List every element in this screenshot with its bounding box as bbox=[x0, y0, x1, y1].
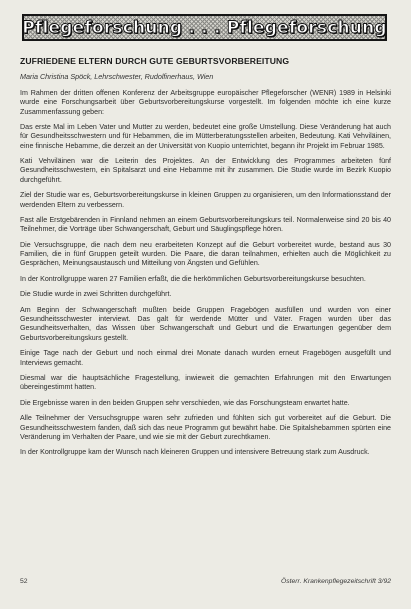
paragraph: In der Kontrollgruppe waren 27 Familien erfaßt, die die herkömmlichen Geburtsvorbereitungskurse besuchten. bbox=[20, 274, 366, 283]
paragraph: Alle Teilnehmer der Versuchsgruppe waren sehr zufrieden und fühlten sich gut vorbereitet auf die Geburt. Die Gesundheitsschwestern fanden, daß sich das neue Programm gut bewährt habe. Die Spitalshebammen spürten eine Veränderung im Verhalten der Paare, und wie sie mit der Geburt zurechtkamen. bbox=[20, 414, 391, 441]
paragraph: Die Studie wurde in zwei Schritten durchgeführt. bbox=[20, 290, 172, 299]
article-headline: ZUFRIEDENE ELTERN DURCH GUTE GEBURTSVORBEREITUNG bbox=[20, 56, 290, 66]
banner-title: Pflegeforschung . . . Pflegeforschung bbox=[22, 17, 387, 38]
paragraph: Kati Vehviläinen war die Leiterin des Projektes. An der Entwicklung des Programmes arbeiteten fünf Gesundheitsschwestern, ein Spitalsarzt und eine Hebamme mit ihr zusammen. Die Studie wurde im Bezirk Kuopio durchgeführt. bbox=[20, 157, 391, 184]
paragraph: Einige Tage nach der Geburt und noch einmal drei Monate danach wurden erneut Fragebögen ausgefüllt und Interviews gemacht. bbox=[20, 349, 391, 367]
article-body bbox=[20, 89, 391, 458]
paragraph: Am Beginn der Schwangerschaft mußten beide Gruppen Fragebögen ausfüllen und wurden von einer Gesundheitsschwester interviewt. Das galt für werdende Mütter und Väter. Fragen wurden über das Gesundheitsverhalten, das Wissen über Schwangerschaft und Geburt und die Erwartungen gegenüber dem Geburtsvorbereitungskurs gestellt. bbox=[20, 305, 391, 342]
page-number: 52 bbox=[20, 578, 28, 585]
journal-citation: Österr. Krankenpflegezeitschrift 3/92 bbox=[280, 578, 391, 585]
article-byline: Maria Christina Spöck, Lehrschwester, Rudolfinerhaus, Wien bbox=[20, 72, 214, 81]
paragraph: Im Rahmen der dritten offenen Konferenz der Arbeitsgruppe europäischer Pflegeforscher (WENR) 1989 in Helsinki wurde eine Forschungsarbeit über Geburtsvorbereitungskurse vorgestellt. Im folgenden möchte ich eine kurze Zusammenfassung geben: bbox=[20, 89, 391, 116]
paragraph: Das erste Mal im Leben Vater und Mutter zu werden, bedeutet eine große Umstellung. Diese Veränderung hat auch für Gesundheitsschwestern und für Hebammen, die im Mütterberatungsstellen arbeiten, Bedeutung. Kati Vehviläinen, eine finnische Hebamme, die derzeit an der Universität von Kuopio unterrichtet, begann ihr Projekt im Februar 1985. bbox=[20, 123, 391, 150]
paragraph: In der Kontrollgruppe kam der Wunsch nach kleineren Gruppen und intensivere Betreuung stark zum Ausdruck. bbox=[20, 448, 370, 457]
paragraph: Diesmal war die hauptsächliche Fragestellung, inwieweit die gemachten Erfahrungen mit den Erwartungen übereingestimmt hatten. bbox=[20, 374, 391, 392]
paragraph: Ziel der Studie war es, Geburtsvorbereitungskurse in kleinen Gruppen zu organisieren, um den Informationsstand der werdenden Eltern zu verbessern. bbox=[20, 191, 391, 209]
paragraph: Die Ergebnisse waren in den beiden Gruppen sehr verschieden, wie das Forschungsteam erwartet hatte. bbox=[20, 398, 350, 407]
paragraph: Fast alle Erstgebärenden in Finnland nehmen an einem Geburtsvorbereitungskurs teil. Normalerweise sind 20 bis 40 Teilnehmer, die Vorträge über Schwangerschaft, Geburt und Säuglingspflege hören. bbox=[20, 216, 391, 234]
section-banner bbox=[22, 14, 387, 41]
paragraph: Die Versuchsgruppe, die nach dem neu erarbeiteten Konzept auf die Geburt vorbereitet wurde, bestand aus 30 Familien, die in fünf Gruppen geteilt wurden. Die Paare, die daran teilnahmen, erhielten auch die Möglichkeit zu Gesprächen, Meinungsaustausch und Mitteilung von Ängsten und Gefühlen. bbox=[20, 240, 391, 268]
